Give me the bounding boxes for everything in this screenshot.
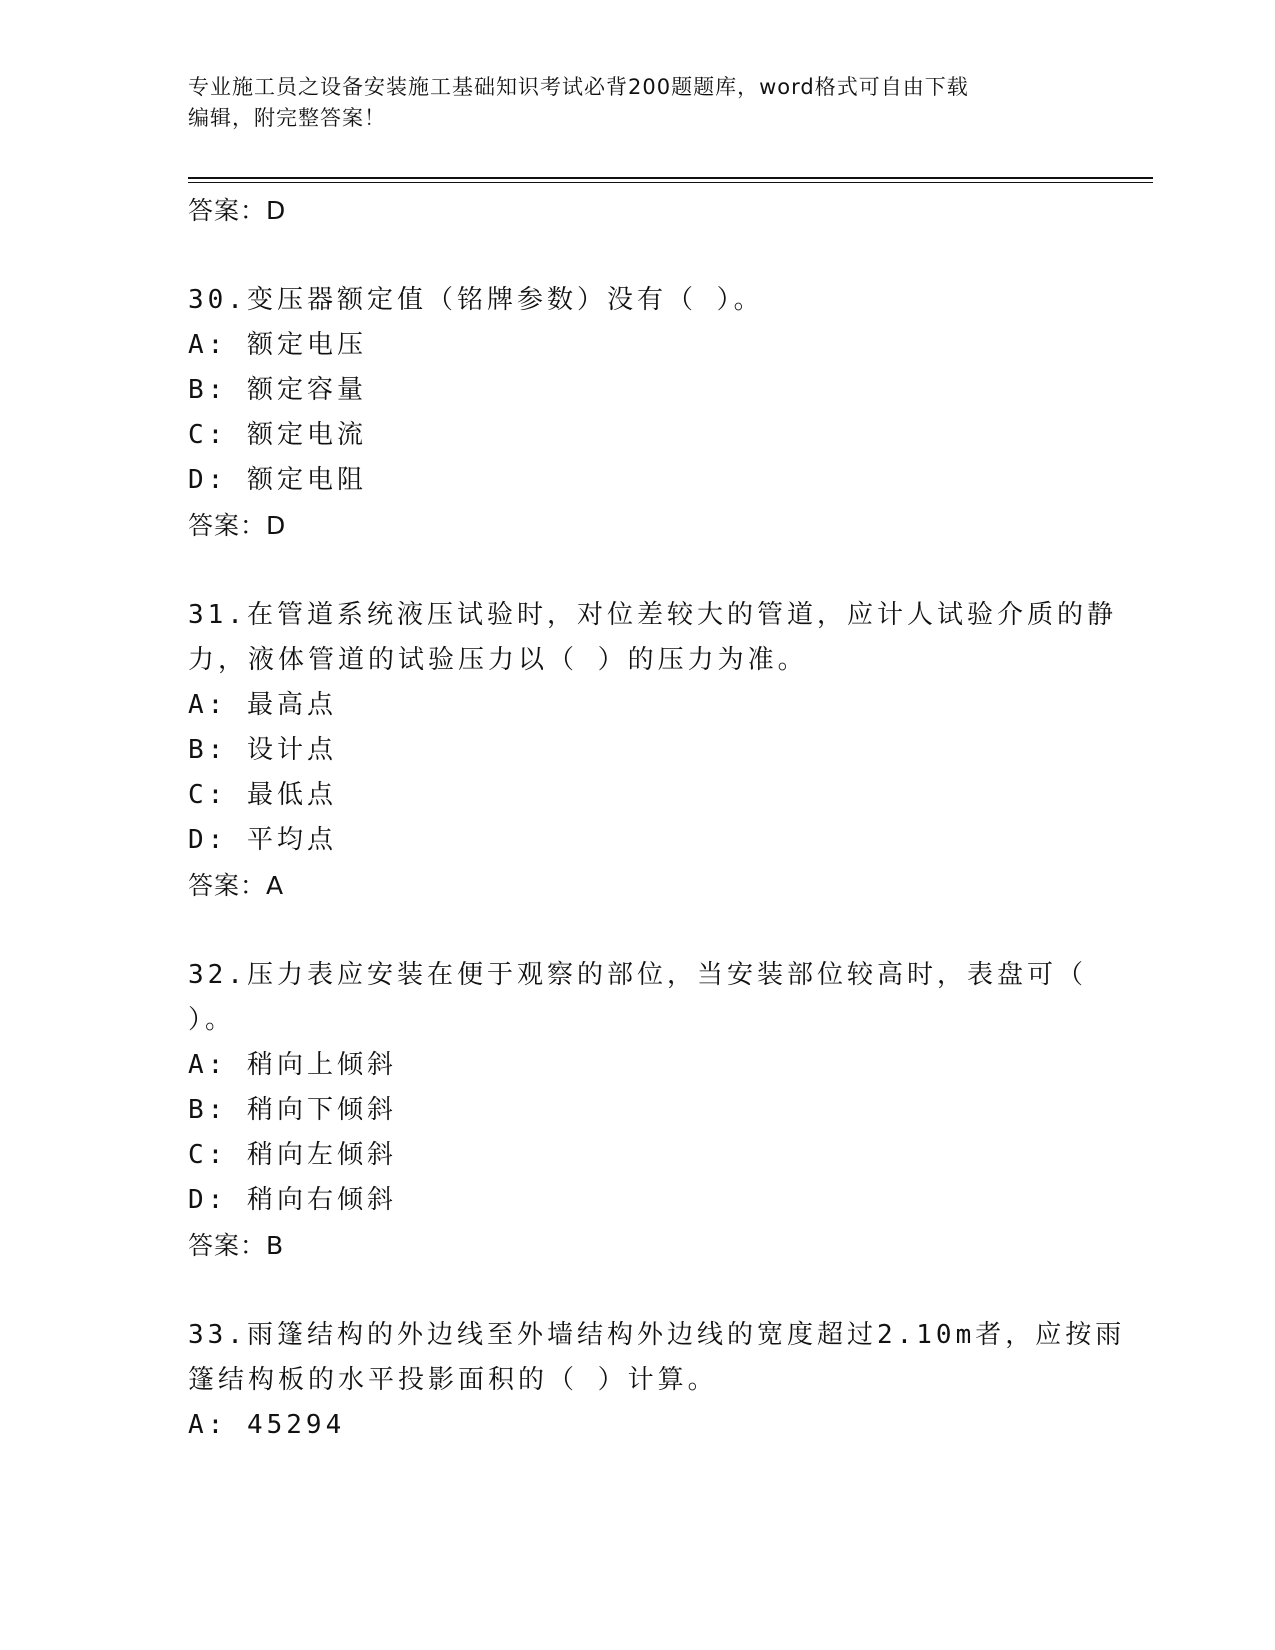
question-text: 33.雨篷结构的外边线至外墙结构外边线的宽度超过2.10m者，应按雨篷结构板的水平投影面积的（ ）计算。 — [188, 1320, 1126, 1395]
option-c: C: 额定电流 — [188, 420, 367, 450]
answer-line: 答案：D — [188, 196, 287, 225]
question-block — [188, 593, 1128, 909]
answer-line: 答案：D — [188, 511, 287, 540]
question-block — [188, 1313, 1128, 1448]
question-block — [188, 953, 1128, 1269]
option-b: B: 额定容量 — [188, 375, 367, 405]
answer-line: 答案：A — [188, 871, 285, 900]
question-text: 30.变压器额定值（铭牌参数）没有（ ）。 — [188, 285, 764, 315]
question-text: 31.在管道系统液压试验时，对位差较大的管道，应计人试验介质的静力，液体管道的试验压力以（ ）的压力为准。 — [188, 600, 1117, 675]
option-a: A: 额定电压 — [188, 330, 367, 360]
option-c: C: 稍向左倾斜 — [188, 1140, 397, 1170]
question-text: 32.压力表应安装在便于观察的部位，当安装部位较高时，表盘可（ ）。 — [188, 960, 1087, 1035]
header-divider-thin — [188, 182, 1153, 183]
header-line-1: 专业施工员之设备安装施工基础知识考试必背200题题库，word格式可自由下载 — [188, 75, 969, 99]
option-d: D: 平均点 — [188, 825, 337, 855]
option-b: B: 设计点 — [188, 735, 337, 765]
option-a: A: 最高点 — [188, 690, 337, 720]
header-line-2: 编辑，附完整答案！ — [188, 106, 386, 130]
document-body — [188, 188, 1128, 1448]
option-c: C: 最低点 — [188, 780, 337, 810]
header-divider — [188, 177, 1153, 179]
option-d: D: 稍向右倾斜 — [188, 1185, 397, 1215]
option-b: B: 稍向下倾斜 — [188, 1095, 397, 1125]
option-a: A: 稍向上倾斜 — [188, 1050, 397, 1080]
answer-line: 答案：B — [188, 1231, 285, 1260]
option-d: D: 额定电阻 — [188, 465, 367, 495]
question-block — [188, 278, 1128, 549]
document-header — [188, 72, 1088, 134]
option-a: A: 45294 — [188, 1410, 346, 1440]
